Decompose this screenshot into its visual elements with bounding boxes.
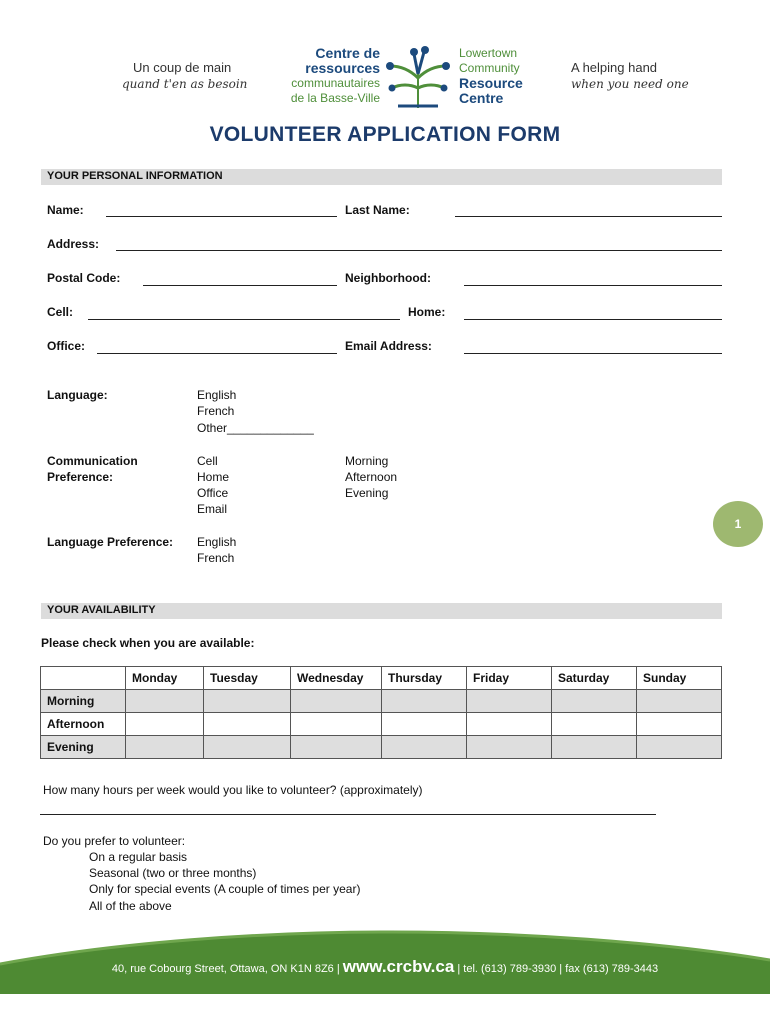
availability-cell[interactable]	[637, 690, 722, 713]
availability-cell[interactable]	[382, 713, 467, 736]
french-tagline: Un coup de main	[133, 60, 232, 75]
footer-website-link[interactable]: www.crcbv.ca	[342, 957, 455, 976]
availability-cell[interactable]	[637, 713, 722, 736]
personal-info-heading: YOUR PERSONAL INFORMATION	[41, 169, 722, 185]
postal-code-label: Postal Code:	[47, 271, 121, 285]
comm-option-email[interactable]: Email	[197, 502, 228, 516]
availability-cell[interactable]	[291, 713, 382, 736]
table-header-row	[41, 667, 722, 690]
table-row	[41, 690, 722, 713]
office-label: Office:	[47, 339, 86, 353]
prefer-question: Do you prefer to volunteer:	[43, 834, 186, 848]
communication-label-2: Preference:	[47, 470, 114, 484]
availability-cell[interactable]	[126, 713, 204, 736]
prefer-option-special-events[interactable]: Only for special events (A couple of times per year)	[89, 882, 361, 896]
home-field[interactable]	[464, 319, 722, 320]
language-preference-label: Language Preference:	[47, 535, 174, 549]
last-name-field[interactable]	[455, 216, 722, 217]
language-option-english[interactable]: English	[197, 388, 237, 402]
comm-option-office[interactable]: Office	[197, 486, 229, 500]
hours-question: How many hours per week would you like to volunteer? (approximately)	[43, 783, 423, 797]
lang-pref-option-english[interactable]: English	[197, 535, 237, 549]
prefer-option-all[interactable]: All of the above	[89, 899, 172, 913]
availability-cell[interactable]	[291, 736, 382, 759]
table-corner-cell	[41, 667, 126, 690]
lang-pref-option-french[interactable]: French	[197, 551, 235, 565]
availability-cell[interactable]	[126, 736, 204, 759]
row-header: Morning	[41, 690, 126, 713]
prefer-option-seasonal[interactable]: Seasonal (two or three months)	[89, 866, 257, 880]
time-option-evening[interactable]: Evening	[345, 486, 389, 500]
office-field[interactable]	[97, 353, 337, 354]
language-option-other[interactable]: Other_____________	[197, 421, 314, 435]
availability-cell[interactable]	[126, 690, 204, 713]
french-org-name: Centre de ressources communautaires de la Basse-Ville	[290, 45, 380, 105]
table-row	[41, 736, 722, 759]
french-tagline-script: quand t'en as besoin	[122, 77, 248, 91]
comm-option-cell[interactable]: Cell	[197, 454, 218, 468]
english-tagline-script: when you need one	[571, 77, 689, 91]
name-label: Name:	[47, 203, 84, 217]
language-option-french[interactable]: French	[197, 404, 235, 418]
address-field[interactable]	[116, 250, 722, 251]
availability-cell[interactable]	[552, 713, 637, 736]
english-org-name: Lowertown Community Resource Centre	[459, 46, 523, 106]
page-number-badge: 1	[713, 501, 763, 547]
postal-code-field[interactable]	[143, 285, 337, 286]
availability-cell[interactable]	[552, 690, 637, 713]
communication-label: Communication	[47, 454, 138, 468]
row-header: Afternoon	[41, 713, 126, 736]
prefer-option-regular[interactable]: On a regular basis	[89, 850, 188, 864]
day-header: Saturday	[552, 667, 637, 690]
home-label: Home:	[408, 305, 446, 319]
language-label: Language:	[47, 388, 108, 402]
availability-cell[interactable]	[552, 736, 637, 759]
availability-cell[interactable]	[204, 736, 291, 759]
neighborhood-label: Neighborhood:	[345, 271, 431, 285]
tree-logo-icon	[384, 44, 452, 110]
availability-cell[interactable]	[467, 690, 552, 713]
day-header: Sunday	[637, 667, 722, 690]
availability-cell[interactable]	[467, 713, 552, 736]
hours-field[interactable]	[40, 814, 656, 815]
day-header: Wednesday	[291, 667, 382, 690]
availability-cell[interactable]	[204, 690, 291, 713]
email-label: Email Address:	[345, 339, 432, 353]
name-field[interactable]	[106, 216, 337, 217]
day-header: Tuesday	[204, 667, 291, 690]
availability-cell[interactable]	[637, 736, 722, 759]
availability-instruction: Please check when you are available:	[41, 636, 255, 650]
cell-label: Cell:	[47, 305, 74, 319]
address-label: Address:	[47, 237, 100, 251]
time-option-afternoon[interactable]: Afternoon	[345, 470, 398, 484]
time-option-morning[interactable]: Morning	[345, 454, 389, 468]
english-tagline: A helping hand	[571, 60, 658, 75]
availability-cell[interactable]	[467, 736, 552, 759]
footer-fax: fax (613) 789-3443	[565, 963, 659, 975]
cell-field[interactable]	[88, 319, 400, 320]
row-header: Evening	[41, 736, 126, 759]
last-name-label: Last Name:	[345, 203, 410, 217]
footer-address: 40, rue Cobourg Street, Ottawa, ON K1N 8Z6	[111, 963, 334, 975]
availability-cell[interactable]	[204, 713, 291, 736]
day-header: Thursday	[382, 667, 467, 690]
availability-cell[interactable]	[291, 690, 382, 713]
table-row	[41, 713, 722, 736]
day-header: Friday	[467, 667, 552, 690]
footer-contact: 40, rue Cobourg Street, Ottawa, ON K1N 8Z6 | www.crcbv.ca | tel. (613) 789-3930 | fax (613) 789-3443	[111, 957, 659, 976]
comm-option-home[interactable]: Home	[197, 470, 230, 484]
availability-table	[40, 666, 722, 759]
neighborhood-field[interactable]	[464, 285, 722, 286]
day-header: Monday	[126, 667, 204, 690]
availability-cell[interactable]	[382, 736, 467, 759]
footer-tel: tel. (613) 789-3930	[463, 963, 557, 975]
page-title: VOLUNTEER APPLICATION FORM	[209, 123, 561, 146]
email-field[interactable]	[464, 353, 722, 354]
availability-cell[interactable]	[382, 690, 467, 713]
availability-heading: YOUR AVAILABILITY	[41, 603, 722, 619]
